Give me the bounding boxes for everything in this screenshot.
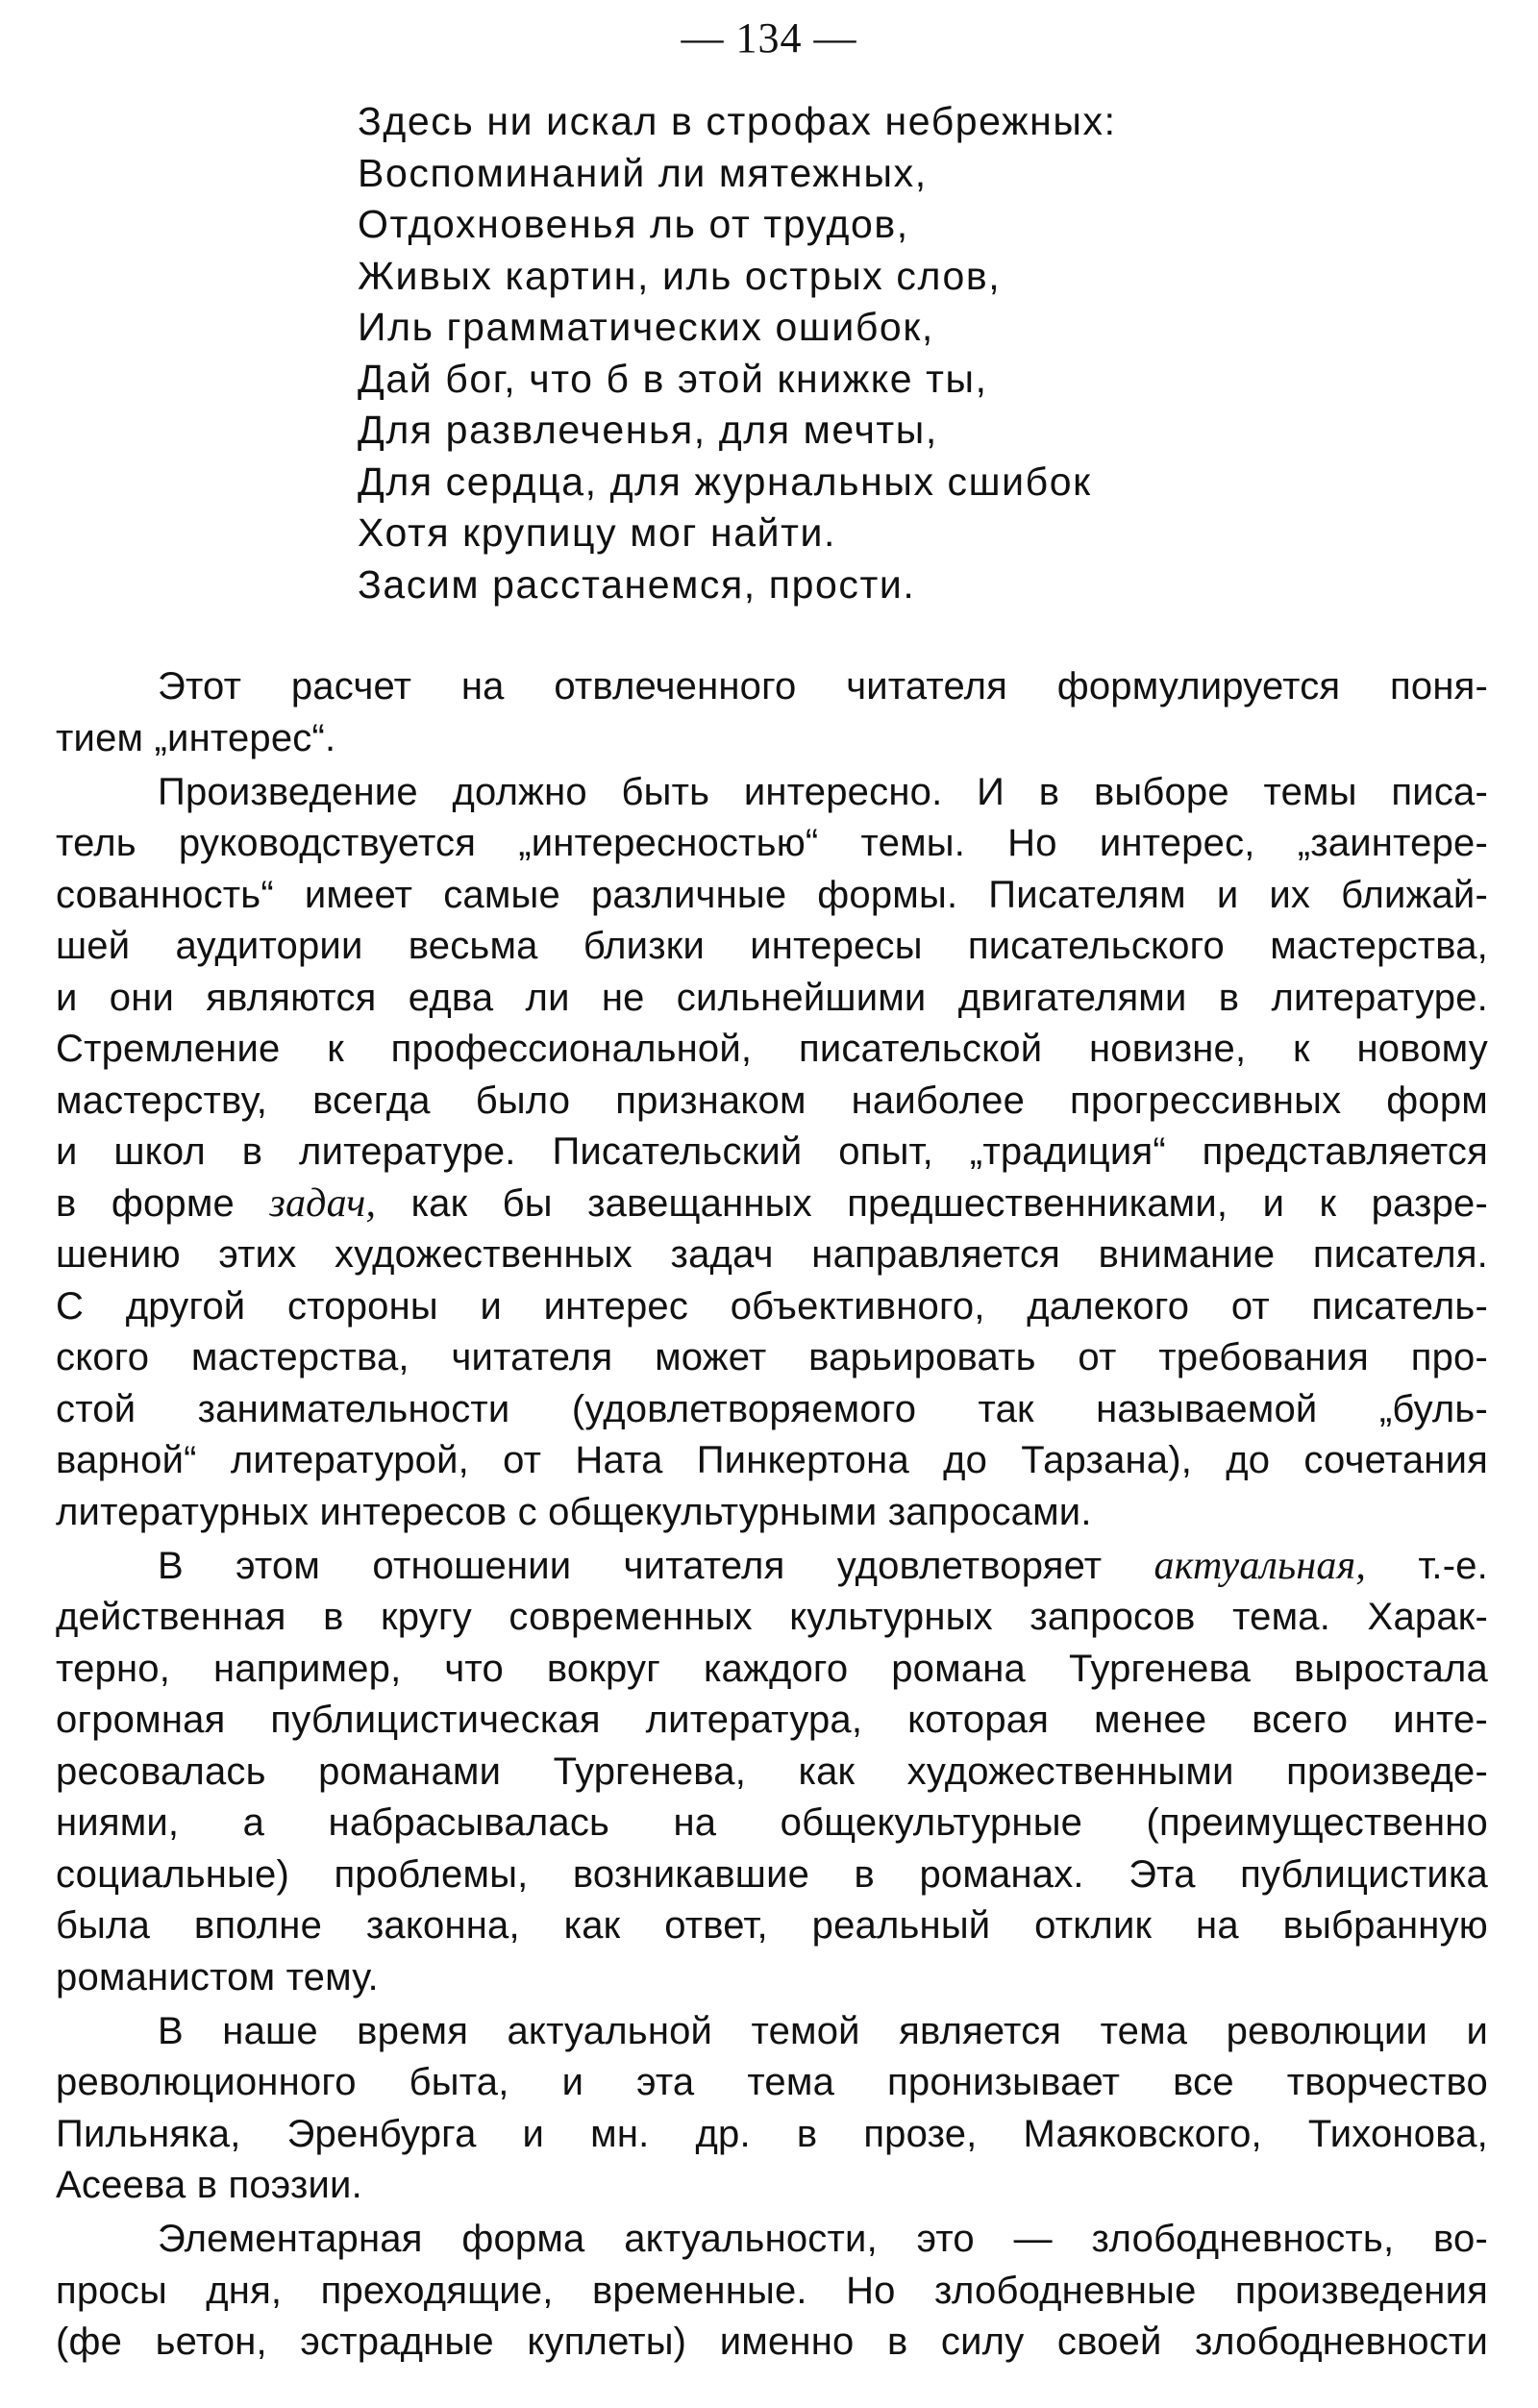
verse-line: Живых картин, иль острых слов, xyxy=(358,253,1002,298)
paragraph xyxy=(56,2214,1488,2369)
text-line xyxy=(56,1179,1488,1230)
paragraph xyxy=(56,767,1488,1539)
verse-line: Для сердца, для журнальных сшибок xyxy=(358,459,1092,504)
text-line: и школ в литературе. Писательский опыт, „традиция“ представляется xyxy=(56,1130,1488,1173)
text-line: Элементарная форма актуальности, это — злободневность, во- xyxy=(158,2218,1488,2260)
text-run: как бы завещанных предшественниками, и к разре- xyxy=(376,1181,1488,1225)
text-line: тель руководствуется „интересностью“ темы. Но интерес, „заинтере- xyxy=(56,822,1488,864)
text-line: С другой стороны и интерес объективного, далекого от писатель- xyxy=(56,1284,1488,1328)
text-line: мастерству, всегда было признаком наиболее прогрессивных форм xyxy=(56,1079,1488,1122)
text-line: огромная публицистическая литература, которая менее всего инте- xyxy=(56,1699,1488,1741)
verse-line: Для развлеченья, для мечты, xyxy=(358,408,938,452)
text-line: социальные) проблемы, возникавшие в романах. Эта публицистика xyxy=(56,1852,1488,1896)
paragraph xyxy=(56,2006,1488,2212)
verse-line: Засим расстанемся, прости. xyxy=(358,561,916,607)
verse-line: Хотя крупицу мог найти. xyxy=(358,510,836,555)
text-run: в форме xyxy=(56,1181,270,1225)
paragraph xyxy=(56,661,1488,764)
prose-body xyxy=(56,661,1488,2371)
text-line: Произведение должно быть интересно. И в выборе темы писа- xyxy=(158,770,1488,813)
text-line: терно, например, что вокруг каждого романа Тургенева выростала xyxy=(56,1647,1488,1690)
italic-term: задач, xyxy=(269,1180,377,1226)
text-line: стой занимательности (удовлетворяемого так называемой „буль- xyxy=(56,1387,1488,1430)
verse-line: Иль грамматических ошибок, xyxy=(358,305,934,349)
text-line: ресовалась романами Тургенева, как художественными произведе- xyxy=(56,1750,1488,1793)
text-line: шению этих художественных задач направляется внимание писателя. xyxy=(56,1233,1488,1276)
text-line: просы дня, преходящие, временные. Но злободневные произведения xyxy=(56,2269,1488,2312)
verse-line: Дай бог, что б в этой книжке ты, xyxy=(358,356,988,401)
text-run: В этом отношении читателя удовлетворяет xyxy=(158,1544,1154,1587)
text-line: Асеева в поэзии. xyxy=(56,2164,362,2206)
text-line: Стремление к профессиональной, писательской новизне, к новому xyxy=(56,1028,1488,1070)
text-line: варной“ литературой, от Ната Пинкертона до Тарзана), до сочетания xyxy=(56,1439,1488,1481)
text-line: была вполне законна, как ответ, реальный отклик на выбранную xyxy=(56,1904,1488,1947)
text-line: литературных интересов с общекультурными запросами. xyxy=(56,1490,1092,1533)
verse-line: Здесь ни искал в строфах небрежных: xyxy=(358,99,1117,143)
text-line: и они являются едва ли не сильнейшими двигателями в литературе. xyxy=(56,976,1488,1019)
text-line: революционного быта, и эта тема пронизывает все творчество xyxy=(56,2061,1488,2103)
page-number: — 134 — xyxy=(681,14,857,62)
text-line: тием „интерес“. xyxy=(56,716,336,759)
italic-term: актуальная, xyxy=(1154,1543,1367,1588)
verse-line: Воспоминаний ли мятежных, xyxy=(358,150,928,195)
text-line xyxy=(56,1541,1488,1593)
text-line: Пильняка, Эренбурга и мн. др. в прозе, Маяковского, Тихонова, xyxy=(56,2112,1488,2155)
text-line: ского мастерства, читателя может варьировать от требования про- xyxy=(56,1336,1488,1378)
text-run: т.-е. xyxy=(1366,1544,1488,1587)
paragraph xyxy=(56,1541,1488,2004)
text-line: ниями, а набрасывалась на общекультурные (преимущественно xyxy=(56,1801,1488,1844)
text-line: шей аудитории весьма близки интересы писательского мастерства, xyxy=(56,925,1488,967)
text-line: романистом тему. xyxy=(56,1955,379,1998)
verse-block xyxy=(358,96,1319,610)
text-line: действенная в кругу современных культурных запросов тема. Харак- xyxy=(56,1596,1488,1638)
verse-line: Отдохновенья ль от трудов, xyxy=(358,202,909,246)
text-line: (фе ьетон, эстрадные куплеты) именно в силу своей злободневности xyxy=(56,2321,1488,2363)
text-line: сованность“ имеет самые различные формы. Писателям и их ближай- xyxy=(56,873,1488,916)
text-line: Этот расчет на отвлеченного читателя формулируется поня- xyxy=(158,665,1488,708)
text-line: В наше время актуальной темой является тема революции и xyxy=(158,2009,1488,2052)
